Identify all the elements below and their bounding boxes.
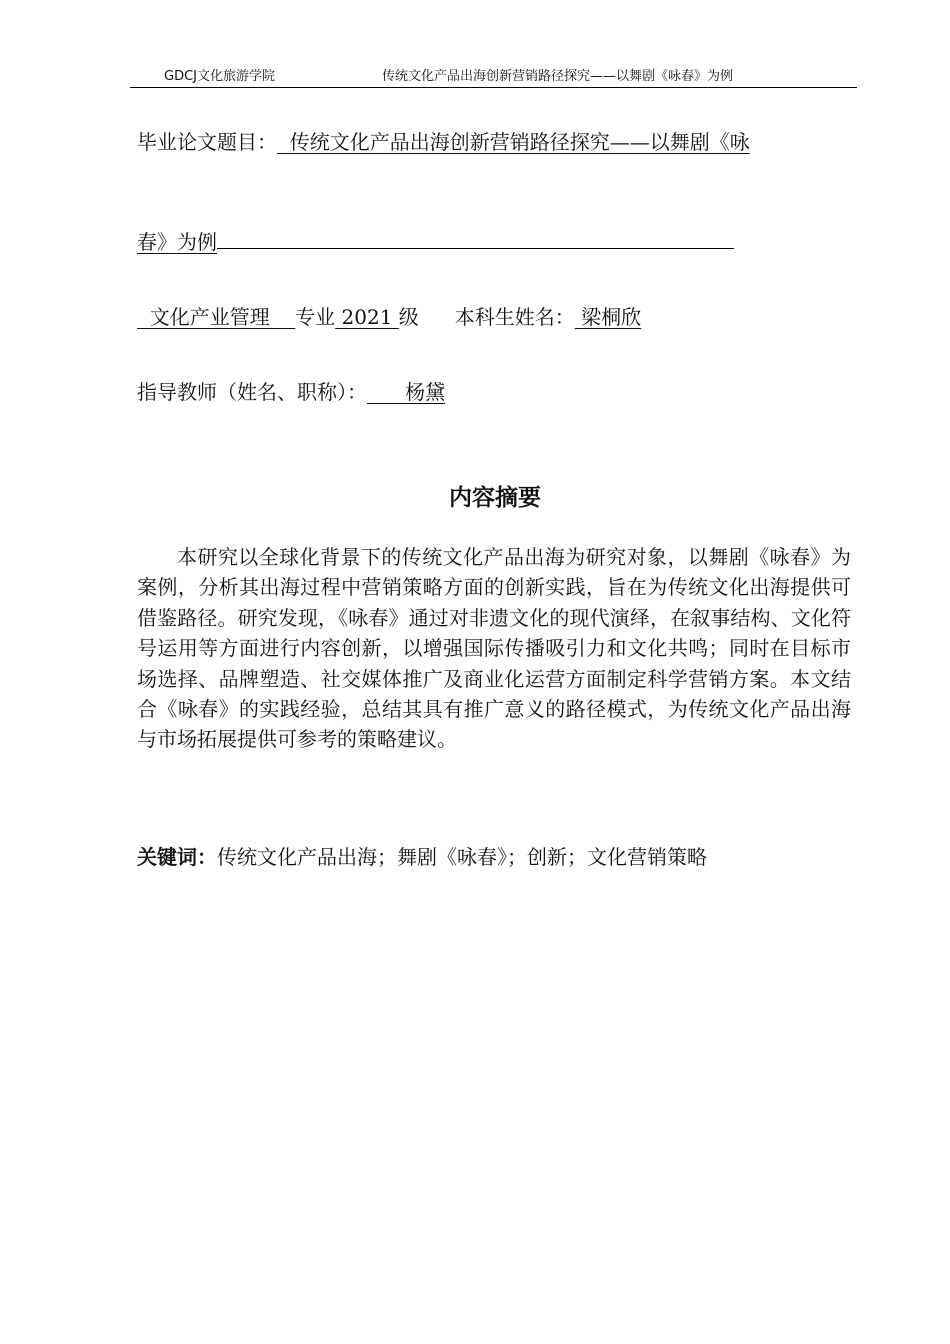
abstract-body: 本研究以全球化背景下的传统文化产品出海为研究对象，以舞剧《咏春》为案例，分析其出海过程中营销策略方面的创新实践，旨在为传统文化出海提供可借鉴路径。研究发现，《咏春》通过对非遗文化的现代演绎，在叙事结构、文化符号运用等方面进行内容创新，以增强国际传播吸引力和文化共鸣；同时在目标市场选择、品牌塑造、社交媒体推广及商业化运营方面制定科学营销方案。本文结合《咏春》的实践经验，总结其具有推广意义的路径模式，为传统文化产品出海与市场拓展提供可参考的策略建议。 bbox=[137, 545, 851, 752]
title-fill-underline bbox=[217, 248, 734, 249]
student-name-label: 本科生姓名： bbox=[454, 305, 575, 329]
keywords-value: 传统文化产品出海；舞剧《咏春》；创新；文化营销策略 bbox=[217, 845, 707, 869]
thesis-title-continuation: 春》为例 bbox=[137, 230, 217, 254]
student-name-value: 梁桐欣 bbox=[574, 305, 642, 329]
thesis-title-value: 传统文化产品出海创新营销路径探究——以舞剧《咏 bbox=[277, 130, 750, 154]
thesis-title-line-1 bbox=[137, 128, 750, 156]
major-label: 专业 bbox=[295, 305, 336, 329]
student-info-line bbox=[137, 303, 641, 331]
thesis-title-line-2 bbox=[137, 228, 734, 256]
advisor-label: 指导教师（姓名、职称）： bbox=[137, 380, 367, 404]
advisor-name-value: 杨黛 bbox=[367, 380, 446, 404]
abstract-heading: 内容摘要 bbox=[449, 485, 541, 511]
advisor-line bbox=[137, 378, 445, 406]
thesis-title-label: 毕业论文题目： bbox=[137, 130, 277, 154]
header-running-title: 传统文化产品出海创新营销路径探究——以舞剧《咏春》为例 bbox=[382, 69, 734, 84]
grade-value: 2021 bbox=[335, 305, 399, 329]
major-value: 文化产业管理 bbox=[137, 305, 296, 329]
keywords-line bbox=[137, 842, 707, 872]
header-school-name: GDCJ文化旅游学院 bbox=[164, 69, 275, 84]
keywords-label: 关键词： bbox=[137, 845, 217, 869]
grade-label: 级 bbox=[398, 305, 419, 329]
page-header bbox=[130, 66, 857, 88]
